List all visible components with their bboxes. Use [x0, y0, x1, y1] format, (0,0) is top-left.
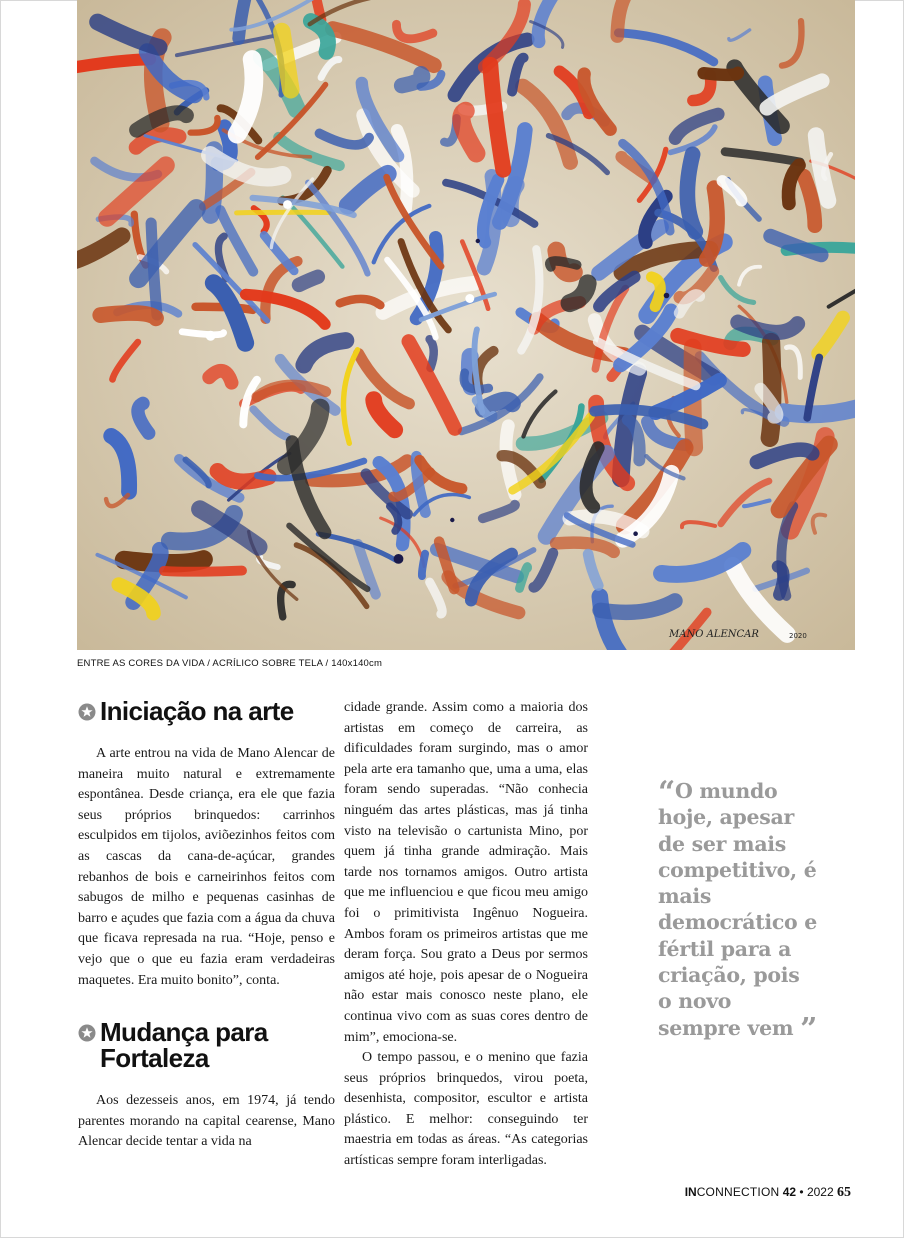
brush-stroke	[182, 332, 224, 335]
brush-stroke	[687, 154, 695, 231]
brush-stroke	[299, 277, 318, 285]
pull-quote-text: O mundo hoje, apesar de ser mais competitivo, é mais democrático e fértil para a criação, pois o novo sempre vem	[658, 779, 817, 1040]
body-paragraph: O tempo passou, e o menino que fazia seus próprios brinquedos, virou poeta, desenhista, compositor, escultor e artista plástico. E melhor: conseguindo ter maestria em todas as áreas. “As categorias artísticas sempre foram interligadas.	[344, 1050, 588, 1169]
brush-stroke	[704, 73, 738, 75]
section-heading-text: Iniciação na arte	[100, 696, 294, 726]
brush-stroke	[237, 212, 329, 213]
brush-stroke	[100, 313, 156, 318]
quote-close-mark: ”	[800, 1011, 818, 1047]
body-paragraph: A arte entrou na vida de Mano Alencar de maneira muito natural e extremamente espontânea. Desde criança, era ele que fazia seus próprios brinquedos: carrinhos esculpidos em tijolos, aviõezinhos feitos com as cascas da cana-de-açúcar, grandes rebanhos de bois e carneirinhos feitos com sabugos de milho e pequenas casinhas de barro e açudes que fazia com a água da chuva que ficava represada na rua. “Hoje, penso e vejo que o que eu fazia eram verdadeiras maquetes. Era muito bonito”, conta.	[78, 746, 335, 988]
painting-image	[77, 0, 855, 650]
section-heading-text: Mudança para Fortaleza	[100, 1017, 268, 1074]
painting-signature: MANO ALENCAR	[669, 629, 759, 640]
brush-stroke	[282, 32, 291, 90]
brand-in: IN	[684, 1185, 697, 1199]
brush-stroke	[151, 223, 157, 315]
painting-year: 2020	[789, 632, 807, 640]
section-heading-mudanca	[78, 1017, 335, 1074]
text-column-2	[344, 698, 588, 1172]
body-paragraph: cidade grande. Assim como a maioria dos artistas em começo de carreira, as dificuldades foram surgindo, mas o amor pela arte era tamanho que, uma a uma, elas foram sendo superadas. “Não conhecia ninguém das artes plásticas, mas já tinha visto na televisão o cartunista Mino, por quem já tinha grande admiração. Mais tarde nos tornamos amigos. Outro artista que me influenciou e que ficou meu amigo foi o primitivista Ingênuo Nogueira. Ambos foram os primeiros artistas que me deram força. Sou grato a Deus por sermos amigos até hoje, pois apesar de o Nogueira não estar mais conosco neste plano, ele continua vivo com as suas cores dentro de mim”, emociona-se.	[344, 700, 588, 1045]
brush-stroke	[550, 261, 577, 267]
star-bullet-icon	[78, 703, 96, 721]
brush-stroke	[784, 404, 856, 415]
brush-stroke	[770, 342, 773, 438]
body-paragraph: Aos dezesseis anos, em 1974, já tendo parentes morando na capital cearense, Mano Alencar decide tentar a vida na	[78, 1093, 335, 1150]
text-column-1	[78, 698, 335, 1153]
paint-dot	[283, 200, 292, 209]
brush-stroke	[469, 357, 471, 387]
paint-dot	[394, 554, 404, 564]
brush-stroke	[430, 339, 434, 368]
abstract-painting	[77, 0, 855, 650]
quote-open-mark: “	[658, 775, 675, 810]
brand-connection: CONNECTION	[696, 1185, 780, 1199]
image-caption: ENTRE AS CORES DA VIDA / ACRÍLICO SOBRE TELA / 140x140cm	[77, 658, 383, 669]
paint-dot	[450, 518, 454, 522]
paint-dot	[476, 239, 480, 243]
issue-number: 42	[782, 1185, 797, 1199]
brush-stroke	[164, 571, 242, 572]
brush-stroke	[422, 554, 425, 576]
pull-quote	[658, 775, 818, 1047]
paint-dot	[664, 293, 670, 299]
issue-year: 2022	[806, 1185, 834, 1199]
paint-dot	[633, 531, 638, 536]
star-bullet-icon	[78, 1024, 96, 1042]
section-heading-iniciacao	[78, 698, 335, 724]
page-footer	[685, 1185, 851, 1201]
paint-dot	[206, 331, 216, 341]
footer-separator: •	[799, 1185, 804, 1199]
page-number: 65	[837, 1185, 851, 1200]
paint-dot	[465, 294, 474, 303]
